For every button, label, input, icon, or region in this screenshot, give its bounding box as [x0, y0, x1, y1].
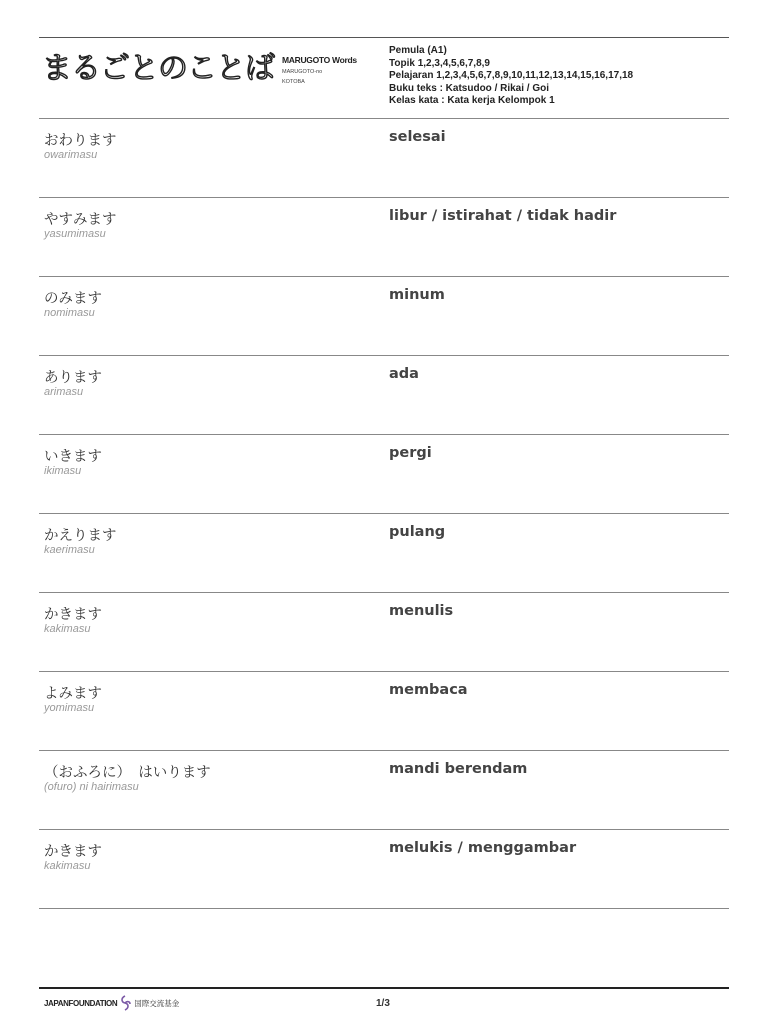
romaji: yasumimasu	[44, 228, 106, 240]
vocabulary-list	[39, 119, 729, 909]
vocab-row	[39, 198, 729, 277]
japanese-word: やすみます	[44, 212, 117, 228]
page-number: 1/3	[376, 998, 390, 1009]
vocab-row	[39, 277, 729, 356]
vocab-row	[39, 672, 729, 751]
logo-side	[282, 55, 357, 85]
japanese-word: あります	[44, 370, 102, 386]
japanese-word: かきます	[44, 844, 102, 860]
japanese-word: かきます	[44, 607, 102, 623]
meta-topik: Topik 1,2,3,4,5,6,7,8,9	[389, 57, 490, 69]
vocab-row	[39, 514, 729, 593]
japan-foundation-mark-icon	[119, 995, 131, 1011]
meaning: ada	[389, 366, 419, 382]
marugoto-logo	[42, 52, 357, 86]
meta-level: Pemula (A1)	[389, 45, 447, 56]
meaning: selesai	[389, 129, 446, 145]
meaning: libur / istirahat / tidak hadir	[389, 208, 617, 224]
japanese-word: のみます	[44, 291, 102, 307]
meaning: melukis / menggambar	[389, 840, 577, 856]
vocab-row	[39, 356, 729, 435]
vocab-row	[39, 119, 729, 198]
romaji: owarimasu	[44, 149, 98, 161]
logo-english-text: MARUGOTO Words	[282, 55, 357, 65]
romaji: ikimasu	[44, 465, 82, 477]
vocab-row	[39, 435, 729, 514]
footer-rule	[39, 987, 729, 989]
meaning: membaca	[389, 682, 468, 698]
romaji: arimasu	[44, 386, 84, 398]
japanese-word: よみます	[44, 686, 102, 702]
header	[39, 38, 729, 118]
romaji: kaerimasu	[44, 544, 95, 556]
japanese-word: （おふろに） はいります	[44, 765, 211, 781]
vocab-row	[39, 751, 729, 830]
japanese-word: かえります	[44, 528, 117, 544]
meaning: menulis	[389, 603, 454, 619]
meaning: pergi	[389, 445, 432, 461]
meaning: mandi berendam	[389, 761, 528, 777]
meaning: pulang	[389, 524, 446, 540]
vocab-row	[39, 593, 729, 672]
romaji: kakimasu	[44, 860, 91, 872]
romaji: nomimasu	[44, 307, 95, 319]
japanese-word: おわります	[44, 133, 117, 149]
romaji: (ofuro) ni hairimasu	[44, 781, 139, 793]
logo-japanese-text: まるごとのことば	[42, 51, 274, 86]
romaji: yomimasu	[44, 702, 95, 714]
org-name: JAPANFOUNDATION	[44, 998, 118, 1008]
vocab-row	[39, 830, 729, 909]
logo-sub-line-1: MARUGOTO-no	[282, 69, 323, 75]
meaning: minum	[389, 287, 445, 303]
meta-buku-teks: Buku teks : Katsudoo / Rikai / Goi	[389, 82, 550, 94]
logo-sub-line-2: KOTOBA	[282, 79, 305, 85]
meta-kelas-kata: Kelas kata : Kata kerja Kelompok 1	[389, 95, 555, 106]
metadata-block	[389, 45, 633, 108]
org-name-japanese: 国際交流基金	[134, 998, 180, 1008]
japanese-word: いきます	[44, 449, 102, 465]
romaji: kakimasu	[44, 623, 91, 635]
meta-pelajaran: Pelajaran 1,2,3,4,5,6,7,8,9,10,11,12,13,14,15,16,17,18	[389, 70, 634, 81]
japan-foundation-logo	[44, 995, 179, 1011]
